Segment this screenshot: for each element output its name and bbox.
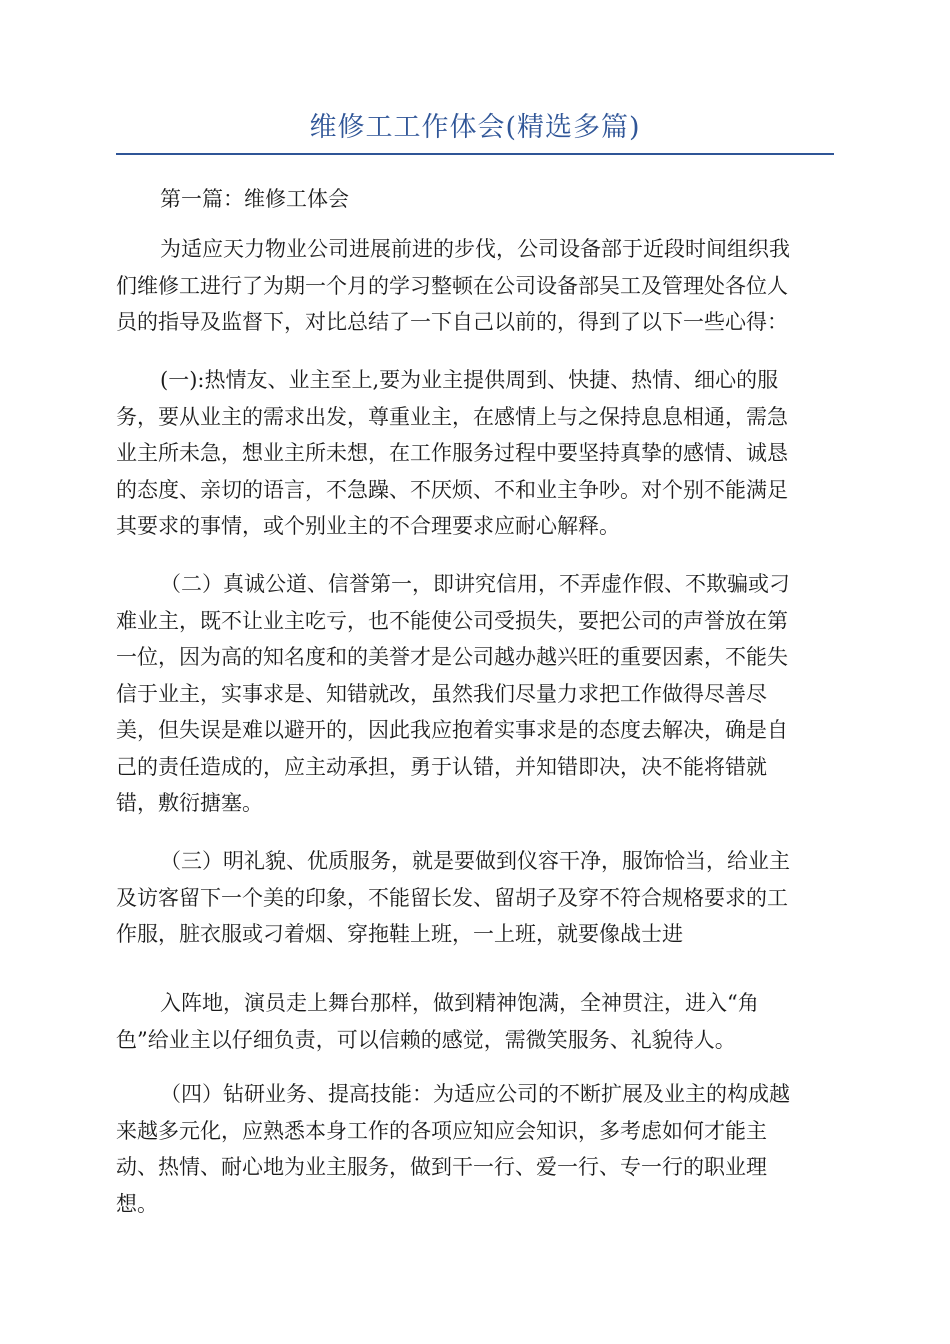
- text-line: (一):热情友、业主至上,要为业主提供周到、快捷、热情、细心的服: [160, 368, 779, 392]
- document-title: 维修工工作体会(精选多篇): [309, 112, 641, 143]
- text-line: （二）真诚公道、信誉第一，即讲究信用，不弄虚作假、不欺骗或刁: [160, 572, 790, 596]
- text-line: 想。: [116, 1191, 158, 1216]
- title-underline: [116, 153, 834, 155]
- text-line: 信于业主，实事求是、知错就改，虽然我们尽量力求把工作做得尽善尽: [116, 681, 767, 706]
- text-line: 业主所未急，想业主所未想，在工作服务过程中要坚持真挚的感情、诚恳: [116, 441, 788, 465]
- text-line: 务，要从业主的需求出发，尊重业主，在感情上与之保持息息相通，需急: [116, 404, 788, 429]
- text-line: 们维修工进行了为期一个月的学习整顿在公司设备部吴工及管理处各位人: [116, 273, 788, 298]
- text-line: 来越多元化，应熟悉本身工作的各项应知应会知识，多考虑如何才能主: [116, 1118, 767, 1143]
- section-heading: [116, 181, 834, 218]
- text-line: 为适应天力物业公司进展前进的步伐，公司设备部于近段时间组织我: [160, 237, 790, 261]
- text-line: 及访客留下一个美的印象，不能留长发、留胡子及穿不符合规格要求的工: [116, 885, 788, 910]
- text-line: （四）钻研业务、提高技能：为适应公司的不断扩展及业主的构成越: [160, 1082, 790, 1106]
- paragraph-point-4: [116, 1076, 834, 1222]
- paragraph-point-2: [116, 566, 834, 822]
- paragraph-point-3: [116, 843, 834, 953]
- paragraph-intro: [116, 231, 834, 341]
- text-line: 员的指导及监督下，对比总结了一下自己以前的，得到了以下一些心得：: [116, 310, 788, 334]
- text-line: 色”给业主以仔细负责，可以信赖的感觉，需微笑服务、礼貌待人。: [116, 1027, 736, 1052]
- text-line: 动、热情、耐心地为业主服务，做到干一行、爱一行、专一行的职业理: [116, 1155, 767, 1179]
- paragraph-point-1: [116, 362, 834, 545]
- text-line: 难业主，既不让业主吃亏，也不能使公司受损失，要把公司的声誉放在第: [116, 608, 788, 633]
- text-line: 其要求的事情，或个别业主的不合理要求应耐心解释。: [116, 514, 620, 538]
- text-line: 美，但失误是难以避开的，因此我应抱着实事求是的态度去解决，确是自: [116, 718, 788, 742]
- text-line: 一位，因为高的知名度和的美誉才是公司越办越兴旺的重要因素，不能失: [116, 645, 788, 669]
- text-line: （三）明礼貌、优质服务，就是要做到仪容干净，服饰恰当，给业主: [160, 849, 790, 873]
- text-line: 作服，脏衣服或刁着烟、穿拖鞋上班，一上班，就要像战士进: [116, 922, 683, 946]
- text-line: 的态度、亲切的语言，不急躁、不厌烦、不和业主争吵。对个别不能满足: [116, 477, 788, 502]
- text-line: 第一篇：维修工体会: [160, 187, 349, 211]
- text-line: 错，敷衍搪塞。: [116, 791, 263, 815]
- text-line: 己的责任造成的，应主动承担，勇于认错，并知错即决，决不能将错就: [116, 754, 767, 779]
- text-line: 入阵地，演员走上舞台那样，做到精神饱满，全神贯注，进入“角: [160, 991, 759, 1015]
- paragraph-point-3-continued: [116, 985, 834, 1058]
